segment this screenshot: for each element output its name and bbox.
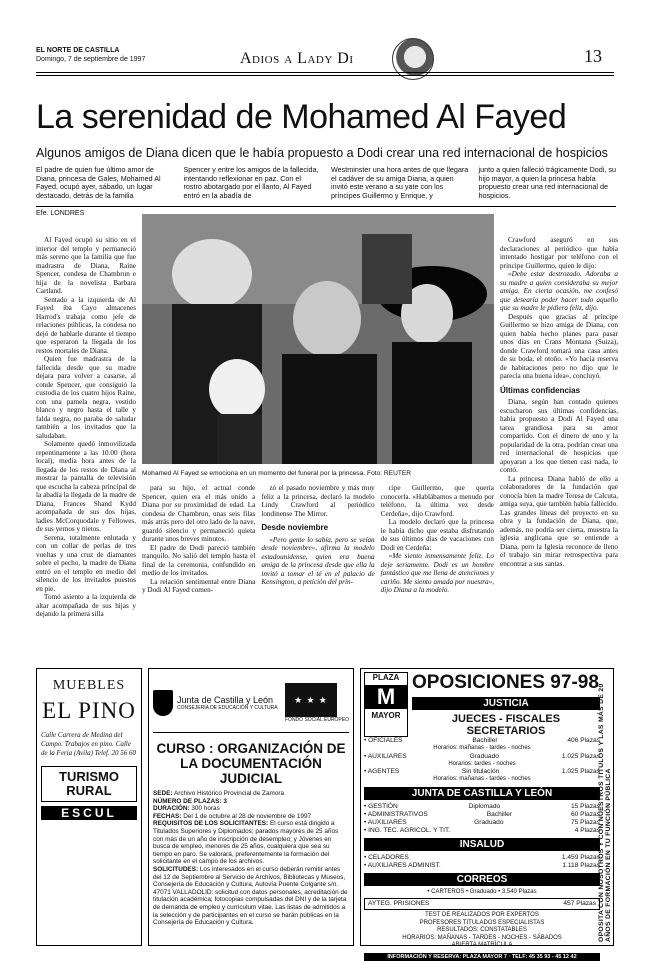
paragraph: «Debe estar destrozado. Adoraba a su madre a quien consideraba su mejor amiga. En cierta ocasión, me confesó que desearía poder hacer todo aquello que su madre le pidiera feliz, dijo. (500, 270, 618, 312)
plaza-logo-top: PLAZA (372, 673, 400, 682)
footer-line: HORARIOS: MAÑANAS - TARDES - NOCHES - SÁBADOS (402, 934, 562, 941)
footer-line: RESULTADOS: CONSTATABLES (437, 927, 527, 933)
jcyl-bar: JUNTA DE CASTILLA Y LEÓN (364, 787, 600, 800)
curso-solicitudes: Los interesados en el curso deberán remitir antes del 12 de Septiembre al Servicio de Archivos, Bibliotecas y Museos, Consejería de Educación y Cultura, Autovía Puente Colgante s/n. 47071 VALLADOLID: solicitud con datos personales, acreditación de titulación académica; fotocopias compulsadas del DNI y de la tarjeta de demanda de empleo y curriculum vitae. Las listas de admitidos a la selección y de participantes en el curso se harán públicas en la Consejería de Educación y Cultura. (153, 865, 348, 927)
footer-line: ABIERTA MATRÍCULA (451, 942, 513, 948)
ad-muebles-line2: EL PINO (42, 698, 136, 723)
curso-body (153, 790, 349, 927)
paragraph: «Me siento inmensamente feliz. Lo deje seriamente. Dodi es un hombre fantástico que me llena de atenciones y cariño. Me siento amada por nuestra», dijo Diana a la modelo. (380, 552, 494, 594)
paragraph: zó el pasado noviembre y más muy feliz a la princesa, declaró la modelo Lindy Crawford al periódico londinense The Mirror. (261, 484, 375, 518)
curso-requisitos-label: REQUISITOS DE LOS SOLICITANTES: (153, 820, 269, 828)
paragraph: Sentado a la izquierda de Al Fayed iba Cayo almacenes Harrod's trabaja como jefe de relaciones públicas, la condesa no dejó de hablarle durante el tiempo que esperaron la llegada de los restos mortales de Diana. (36, 295, 136, 355)
insalud-list (364, 854, 600, 870)
page-header-left (36, 46, 145, 64)
article-column-b3 (381, 484, 494, 664)
curso-title: CURSO : ORGANIZACIÓN DE LA DOCUMENTACIÓN JUDICIAL (156, 741, 346, 786)
paragraph: para su hijo, el actual conde Spencer, quien era el más unido a Diana por su proximidad de edad. La condesa de Chambrun, unas seis filas más atrás pero del otro lado de la nave, guardó silencio y permaneció quieta durante unos breves minutos. (142, 484, 256, 543)
lead-col-1: El padre de quien fue último amor de Diana, princesa de Gales, Mohamed Al Fayed, ocupó ayer, sábado, un lugar destacado, detrás de la familia (36, 165, 161, 200)
article-bottom-columns (142, 484, 494, 664)
row-name: • OFICIALES (364, 737, 403, 744)
curso-requisitos: El curso está dirigido a Titulados Superiores y Diplomados; parados mayores de 25 años con más de un año de inscripción de desempleo; y Jóvenes en busca de empleo, menores de 25 años, cualquiera que sea su tiempo en paro. Se valorará, preferentemente la formación del solicitante en el campo de los archivos. (153, 820, 339, 866)
row-plazas: 1.118 Plazas (562, 861, 600, 869)
correos-row: • CARTEROS • Graduado • 3.540 Plazas (427, 888, 537, 895)
plaza-logo-mid: M (365, 685, 407, 709)
plaza-mayor-logo (364, 672, 408, 737)
paragraph: Solamente quedó inmovilizada repentinamente a las 10.00 (hora local), media hora antes de la llegada de los restos de Diana al mostrar la pantalla de televisión que escucha la cabeza principal de la abadía la llegada de la madre de Diana, Frances Shand Kydd acompañada de sus dos hijas, ladies McCorquodale y Fellowes, de sus yernos y nietos. (36, 440, 136, 533)
curso-solicitudes-label: SOLICITUDES: (153, 865, 199, 873)
list-item (364, 811, 600, 819)
subheadline: Algunos amigos de Diana dicen que le había propuesto a Dodi crear una red internacional de hospicios (36, 146, 608, 160)
lead-paragraph (36, 166, 616, 204)
junta-logo (153, 690, 278, 716)
newspaper-name: EL NORTE DE CASTILLA (36, 47, 120, 54)
lead-rule (36, 206, 616, 207)
paragraph: El padre de Dodi pareció también tranquilo. No salió del templo hasta el final de la ceremonia, confundido en medio de los invitados. (142, 543, 256, 577)
horarios: Horarios: tardes - noches (448, 760, 516, 767)
article-column-b1 (142, 484, 255, 664)
lead-col-2: Spencer y entre los amigos de la fallecida, intentando reflexionar en paz. Con el rostro abotargado por el llanto, Al Fayed entró en la abadía de (183, 165, 319, 200)
row-req: Bachiller (486, 810, 513, 818)
ad-escul: ESCUL (41, 806, 137, 820)
ad-oposiciones[interactable] (360, 668, 614, 960)
curso-sede-label: SEDE: (153, 790, 173, 797)
row-plazas: 457 Plazas (563, 900, 596, 907)
row-name: • ADMINISTRATIVOS (364, 810, 428, 818)
ad-muebles-title (41, 673, 137, 723)
plaza-logo-bottom: MAYOR (371, 711, 401, 720)
ad-curso-header (153, 673, 349, 733)
junta-sub: CONSEJERÍA DE EDUCACIÓN Y CULTURA (177, 704, 278, 711)
article-column-right (500, 236, 618, 664)
paragraph: La princesa Diana habló de ello a colaboradores de la fundación que conocía bien la madre Teresa de Calcuta, amiga suya, que también había fallecido. Las grandes líneas del proyecto en su obra y la fundación de Diana, que, además, no podría ser cierta, muestra la iglesia anglicana que se entiende a Diana, pero la Iglesia reconoce de lleno el trabajo sin mirar retrospectiva para encontrar a sus santas. (500, 474, 618, 568)
horarios: Horarios: mañanas - tardes - noches (433, 776, 531, 782)
row-req: Graduado (469, 752, 499, 760)
row-plazas: 4 Plazas (574, 826, 600, 834)
row-req: Graduado (474, 818, 504, 826)
list-item (364, 803, 600, 811)
footer-line: PROFESORES TITULADOS ESPECIALISTAS (419, 919, 545, 926)
horarios: Horarios: mañanas - tardes - noches (433, 745, 531, 751)
row-name: AYTEG. PRISIONES (368, 900, 430, 907)
insalud-bar: INSALUD (364, 838, 600, 851)
row-plazas: 1.459 Plazas (561, 853, 600, 861)
row-plazas: 406 Plazas (567, 737, 600, 744)
ad-curso-documentacion[interactable] (148, 668, 354, 946)
paragraph: Tomó asiento a la izquierda de altar acompañada de sus hijas y dejando la primera silla (36, 593, 136, 618)
curso-fechas-label: FECHAS: (153, 812, 182, 820)
lead-col-3: Westminster una hora antes de que llegara el cadáver de su amiga Diana, a quien invitó este verano a su yate con los príncipes Guillermo y Enrique, y (331, 165, 469, 200)
list-item (364, 768, 600, 776)
list-item (364, 854, 600, 862)
curso-duracion-label: DURACIÓN: (153, 805, 190, 813)
list-item (364, 819, 600, 827)
curso-plazas-label: NÚMERO DE PLAZAS: (153, 797, 222, 805)
headline: La serenidad de Mohamed Al Fayed (36, 98, 567, 136)
ayteg-row (364, 898, 600, 910)
header-rule (36, 72, 614, 73)
oposiciones-header (364, 672, 600, 737)
row-plazas: 15 Plazas (571, 802, 600, 810)
eu-stars-icon: ★ ★ ★ (285, 683, 337, 717)
paragraph: «Pero gente lo sabía, pero se veían desde noviembre», afirma la modelo estadounidense, quien era buena amiga de la princesa desde que ella la invitó a tomar el té en el palacio de Kensington, a petición del prín- (261, 535, 375, 586)
ad-muebles-line1: MUEBLES (52, 678, 126, 693)
row-plazas: 60 Plazas (571, 810, 600, 818)
oposiciones-title: OPOSICIONES 97-98 (412, 672, 599, 693)
list-item (364, 753, 600, 761)
lead-col-4: junto a quien falleció trágicamente Dodi, su hijo mayor, a quien la princesa había propuesto crear una red internacional de hospicios. (478, 165, 616, 200)
jcyl-list (364, 803, 600, 835)
article-column-left (36, 236, 136, 664)
section-subtitle: Desde noviembre (261, 523, 329, 532)
diana-portrait-icon (392, 38, 434, 80)
funeral-photo (142, 214, 494, 464)
row-plazas: 1.025 Plazas (561, 752, 600, 760)
justicia-list (364, 737, 600, 784)
curso-fechas: Del 1 de octubre al 28 de noviembre de 1997 (183, 812, 312, 820)
article-column-b2 (261, 484, 374, 664)
row-name: • AGENTES (364, 768, 400, 775)
ad-muebles-text: Calle Carrera de Medina del Campo. Trabajos en pino. Calle de la Feria (Avila) Telef. 20 56 60 (41, 731, 137, 757)
paragraph: Quien fue madrastra de la fallecida desde que su madre dejara para volver a casarse, al conde Spencer, que consiguió la custodia de los cuatro hijos Raine, con una pamela negra, vestido blanco y negro hasta el talle y falda negra, no paraba de saludar también a los invitados que la saludaban. (36, 355, 136, 440)
paragraph: La relación sentimental entre Diana y Dodi Al Fayed comen- (142, 577, 256, 594)
curso-sede: Archivo Histórico Provincial de Zamora (173, 790, 285, 797)
footer-bar: INFORMACIÓN Y RESERVA: PLAZA MAYOR 7 · TELF: 45 35 93 - 45 12 42 (364, 953, 600, 961)
ad-side-strip: OPOSITA CON NOSOTROS Y CON NUESTROS TITULOS Y LAS MÁS DE 20 AÑOS DE FORMACIÓN EN TU FUNCIÓN PÚBLICA (598, 683, 612, 942)
footer-line: TEST DE REALIZADOS POR EXPERTOS (425, 912, 539, 918)
jueces-fiscales: JUECES - FISCALES SECRETARIOS (451, 713, 561, 737)
section-subtitle: Últimas confidencias (500, 385, 581, 395)
row-name: • AUXILIARES ADMINIST. (364, 861, 441, 869)
paragraph: Diana, según han contado quienes escucharon sus últimas confidencias, había propuesto a Dodi Al Fayed una tarea grandiosa para su amor compartido. Con el dinero de uno y la popularidad de la otra, podrían crear una red internacional de hospicios que apoyaran a los que tienen casi nada, le contó. (500, 398, 618, 474)
row-name: • AUXILIARES (364, 752, 407, 760)
ad-oposiciones-content (364, 672, 600, 961)
list-item (364, 737, 600, 745)
byline: Efe. LONDRES (36, 210, 85, 217)
curso-duracion: 300 horas (191, 805, 220, 813)
ad-muebles-el-pino[interactable] (36, 668, 142, 946)
justicia-bar: JUSTICIA (412, 697, 600, 710)
paragraph: Después que gracias al príncipe Guillermo se hizo amiga de Diana, con quien había hecho planes para pasar unos días en Crans Montana (Suiza), donde Crawford tomará una casa antes de su boda, el otoño. «Yo hacía reserva de habitaciones pero no dijo que le parecía una buena idea», concluyó. (500, 312, 618, 380)
row-plazas: 75 Plazas (571, 818, 600, 826)
paragraph: La modelo declaró que la princesa le había dicho que estaba disfrutando de sus últimos días de vacaciones con Dodi en Cerdeña: (380, 518, 494, 552)
paragraph: Al Fayed ocupó su sitio en el interior del templo y permaneció más sereno que la familia que fue madrastra de Diana, Raine Spencer, condesa de Chambrun e hija de la novelista Barbara Cartland. (36, 236, 136, 295)
paragraph: cipe Guillermo, que quería conocerla. «Hablábamos a menudo por teléfono, la última vez desde Cerdeña», dijo Crawford. (380, 484, 494, 518)
row-name: • CELADORES (364, 853, 409, 861)
list-item (364, 862, 600, 870)
header-rule-2 (36, 75, 614, 76)
list-item (364, 827, 600, 835)
row-plazas: 1.025 Plazas (561, 768, 600, 775)
paragraph: Crawford aseguró en sus declaraciones al periódico que había intentado hostigar por teléfono con el príncipe Guillermo, quien le dijo: (500, 236, 618, 270)
photo-caption: Mohamed Al Fayed se emociona en un momento del funeral por la princesa. Foto: REUTER (142, 470, 412, 477)
correos-bar: CORREOS (364, 873, 600, 886)
funeral-photo-image (142, 214, 494, 464)
junta-name: Junta de Castilla y León (177, 694, 274, 705)
crest-icon (153, 690, 173, 716)
section-title: Adios a Lady Di (240, 50, 354, 67)
row-name: • ING. TEC. AGRICOL. Y TIT. (364, 826, 451, 834)
eu-label: FONDO SOCIAL EUROPEO (285, 716, 349, 723)
row-name: • GESTIÓN (364, 802, 398, 810)
ad-turismo-rural: TURISMO RURAL (41, 766, 137, 802)
paragraph: Serena, totalmente enlutada y con un collar de perlas de tres vueltas y una cruz de diamantes sobre el pecho, la madre de Diana entró en el templo en medio del silencio de los invitados puestos en pie. (36, 533, 136, 593)
eu-logo (285, 683, 349, 723)
page-number: 13 (584, 46, 602, 66)
row-req: Diplomado (468, 802, 501, 810)
curso-plazas: 3 (223, 797, 227, 805)
issue-date: Domingo, 7 de septiembre de 1997 (36, 56, 146, 63)
row-name: • AUXILIARES (364, 818, 407, 826)
row-req: Sin titulación (461, 768, 500, 775)
row-req: Bachiller (472, 737, 498, 744)
